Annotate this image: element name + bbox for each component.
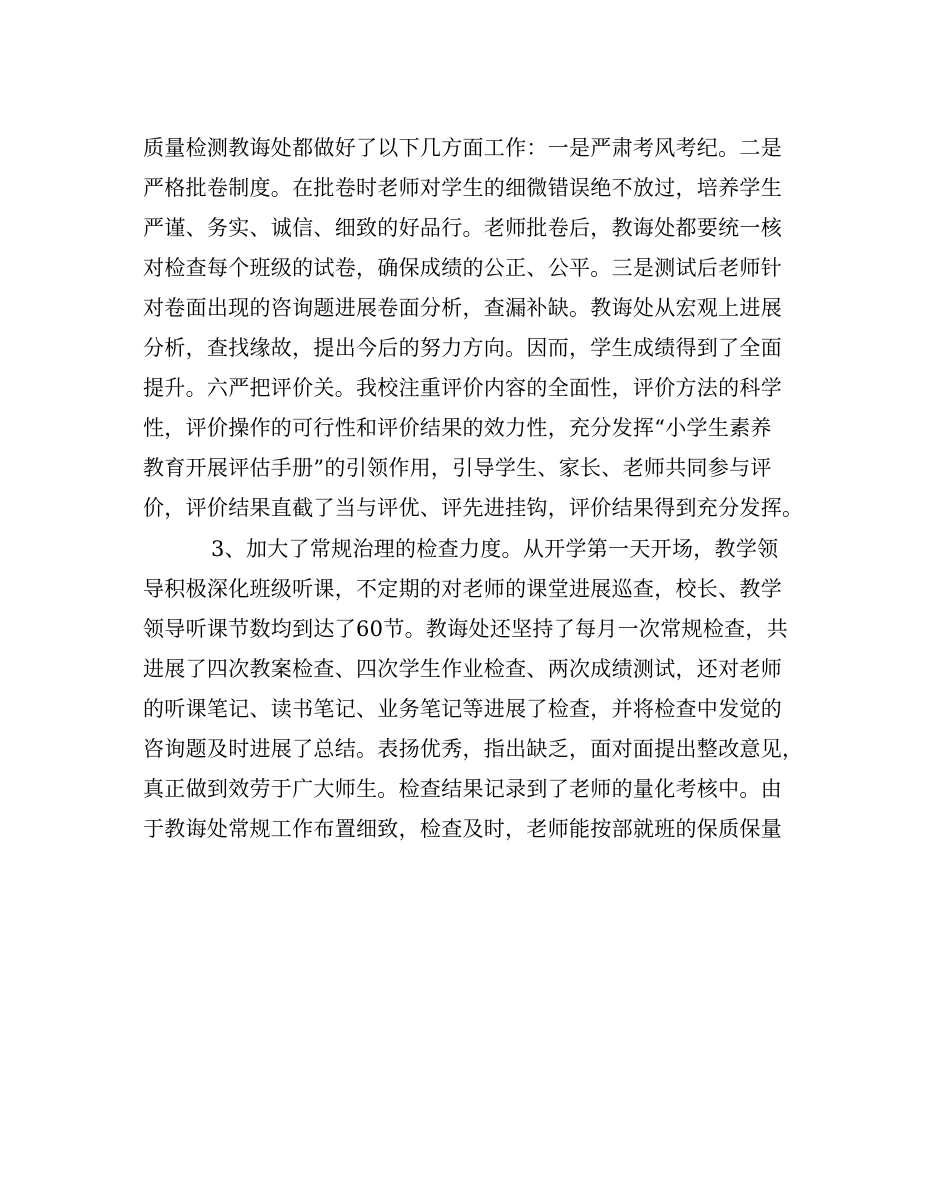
text-line-11: 3、加大了常规治理的检查力度。从开学第一天开场，教学领 (211, 537, 779, 561)
text-line-16: 咨询题及时进展了总结。表扬优秀，指出缺乏，面对面提出整改意见， (143, 737, 804, 761)
text-line-18: 于教诲处常规工作布置细致，检查及时，老师能按部就班的保质保量 (143, 817, 782, 841)
text-line-8: 性，评价操作的可行性和评价结果的效力性，充分发挥“小学生素养 (143, 416, 772, 440)
text-line-7: 提升。六严把评价关。我校注重评价内容的全面性，评价方法的科学 (143, 376, 782, 400)
text-line-15: 的听课笔记、读书笔记、业务笔记等进展了检查，并将检查中发觉的 (143, 697, 782, 721)
text-line-12: 导积极深化班级听课，不定期的对老师的课堂进展巡查，校长、教学 (143, 577, 782, 601)
text-line-9: 教育开展评估手册”的引领作用，引导学生、家长、老师共同参与评 (143, 456, 772, 480)
text-line-14: 进展了四次教案检查、四次学生作业检查、两次成绩测试，还对老师 (143, 657, 782, 681)
text-line-5: 对卷面出现的咨询题进展卷面分析，查漏补缺。教诲处从宏观上进展 (143, 296, 782, 320)
text-line-4: 对检查每个班级的试卷，确保成绩的公正、公平。三是测试后老师针 (143, 256, 782, 280)
text-line-17: 真正做到效劳于广大师生。检查结果记录到了老师的量化考核中。由 (143, 777, 782, 801)
text-line-10: 价，评价结果直截了当与评优、评先进挂钩，评价结果得到充分发挥。 (143, 496, 804, 520)
text-line-13: 领导听课节数均到达了60节。教诲处还坚持了每月一次常规检查，共 (143, 617, 789, 641)
text-line-6: 分析，查找缘故，提出今后的努力方向。因而，学生成绩得到了全面 (143, 336, 782, 360)
text-line-3: 严谨、务实、诚信、细致的好品行。老师批卷后，教诲处都要统一核 (143, 216, 782, 240)
text-line-1: 质量检测教诲处都做好了以下几方面工作：一是严肃考风考纪。二是 (143, 136, 782, 160)
text-line-2: 严格批卷制度。在批卷时老师对学生的细微错误绝不放过，培养学生 (143, 176, 782, 200)
